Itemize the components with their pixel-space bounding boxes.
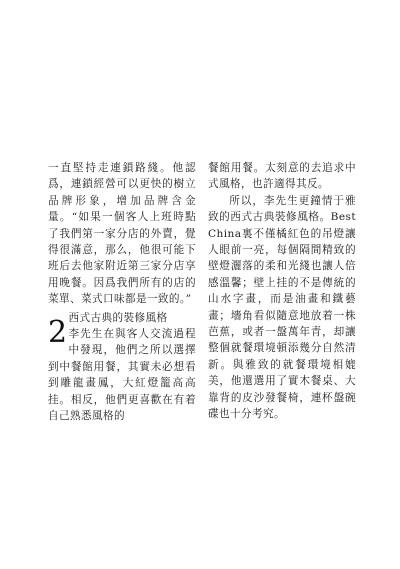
section-title: 西式古典的裝修風格 [68, 311, 168, 324]
left-paragraph-1: 一直堅持走連鎖路綫。他認爲，連鎖經營可以更快的樹立品牌形象，增加品牌含金量。“如果一個客人上班時點了我們第一家分店的外賣，覺得很滿意，那么，他很可能下班后去他家附近第三家分店享用晚餐。因爲我們所有的店的菜單、菜式口味都是一致的。” [48, 162, 196, 306]
section-2 [48, 310, 196, 425]
right-column [208, 160, 356, 423]
right-paragraph-2: 所以，李先生更鐘情于雅致的西式古典裝修風格。Best China裏不僅橘紅色的吊燈讓人眼前一亮，每個隔間精致的壁燈灑落的柔和光綫也讓人倍感溫馨；壁上挂的不是傳統的山水字畫，而是油畫和鐵藝畫；墻角看似隨意地放着一株芭蕉，或者一盤萬年青，却讓整個就餐環境頓添幾分自然清新。與雅致的就餐環境相媲美，他還選用了實木餐桌、大靠背的皮沙發餐椅，連杯盤碗碟也十分考究。 [208, 194, 356, 421]
right-paragraph-1: 餐館用餐。太刻意的去追求中式風格，也許適得其反。 [208, 162, 356, 191]
left-column [48, 160, 196, 425]
section-body: 李先生在與客人交流過程中發現，他們之所以選擇到中餐館用餐，其實未必想看到雕龍畫鳳，大紅燈籠高高挂。相反，他們更喜歡在有着自己熟悉風格的 [48, 328, 196, 423]
section-number: 2 [48, 314, 68, 350]
